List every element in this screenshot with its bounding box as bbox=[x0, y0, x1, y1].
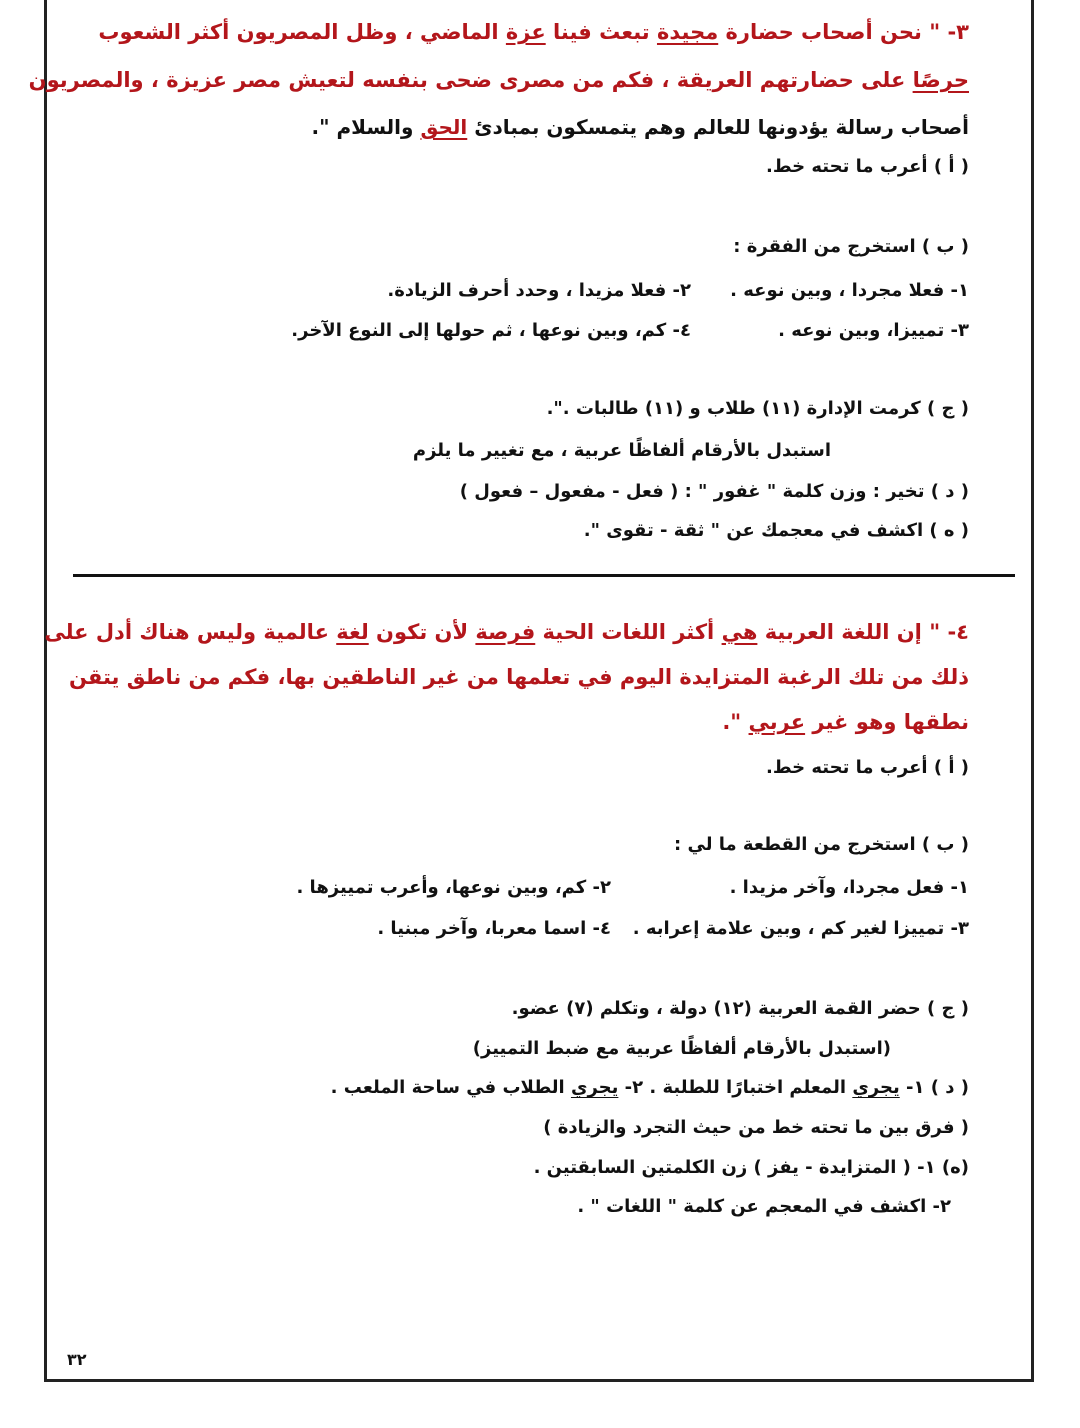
q3-underlined-word-1: مجيدة bbox=[656, 20, 719, 44]
page-number: ٣٢ bbox=[67, 1350, 87, 1369]
q4-passage-line-1: ٤- " إن اللغة العربية هي أكثر اللغات الحية فرصة لأن تكون لغة عالمية وليس هناك أدل على bbox=[44, 620, 969, 644]
q3-item-a: ( أ ) أعرب ما تحته خط. bbox=[766, 156, 969, 177]
q4-item-e2: ٢- اكشف في المعجم عن كلمة " اللغات " . bbox=[577, 1196, 951, 1217]
q3-item-e: ( ه ) اكشف في معجمك عن " ثقة - تقوى ". bbox=[583, 520, 969, 541]
q4-item-b-title: ( ب ) استخرج من القطعة ما لي : bbox=[674, 834, 969, 855]
q4-item-d2: ( فرق بين ما تحته خط من حيث التجرد والزيادة ) bbox=[543, 1117, 969, 1138]
q3-underlined-word-4: الحق bbox=[420, 115, 468, 139]
q4-passage-line-2: ذلك من تلك الرغبة المتزايدة اليوم في تعلمها من غير الناطقين بها، فكم من ناطق يتقن bbox=[68, 665, 969, 689]
q4-item-b1: ١- فعل مجردا، وآخر مزيدا . bbox=[729, 877, 969, 898]
worksheet-page bbox=[28, 0, 1034, 1382]
q4-item-b4: ٤- اسما معربا، وآخر مبنيا . bbox=[377, 918, 611, 939]
q3-item-b3: ٣- تمييزا، وبين نوعه . bbox=[778, 320, 969, 341]
q3-passage-line-1: ٣- " نحن أصحاب حضارة مجيدة تبعث فينا عزة الماضي ، وظل المصريون أكثر الشعوب bbox=[98, 20, 969, 44]
q3-item-c: ( ج ) كرمت الإدارة (١١) طلاب و (١١) طالبات .". bbox=[546, 398, 969, 419]
q3-item-b-title: ( ب ) استخرج من الفقرة : bbox=[733, 236, 969, 257]
q4-underlined-word-2: فرصة bbox=[475, 620, 536, 644]
q4-item-c: ( ج ) حضر القمة العربية (١٢) دولة ، وتكلم (٧) عضو. bbox=[511, 998, 969, 1019]
q4-underlined-word-1: هي bbox=[721, 620, 758, 644]
q3-passage-line-3: أصحاب رسالة يؤدونها للعالم وهم يتمسكون بمبادئ الحق والسلام ". bbox=[311, 115, 969, 139]
q4-item-c-note: (استبدل بالأرقام ألفاظًا عربية مع ضبط التمييز) bbox=[472, 1038, 891, 1059]
q3-item-b4: ٤- كم، وبين نوعها ، ثم حولها إلى النوع الآخر. bbox=[291, 320, 691, 341]
q4-item-b2: ٢- كم، وبين نوعها، وأعرب تمييزها . bbox=[296, 877, 611, 898]
q4-item-a: ( أ ) أعرب ما تحته خط. bbox=[766, 757, 969, 778]
q4-d-underlined-word-2: يجري bbox=[570, 1077, 619, 1098]
q3-item-b2: ٢- فعلا مزيدا ، وحدد أحرف الزيادة. bbox=[387, 280, 691, 301]
section-divider bbox=[73, 574, 1015, 577]
q3-underlined-word-2: عزة bbox=[505, 20, 546, 44]
q3-item-c-note: استبدل بالأرقام ألفاظًا عربية ، مع تغيير ما يلزم bbox=[412, 440, 831, 461]
q4-underlined-word-4: عربي bbox=[748, 710, 806, 734]
q4-passage-line-3: نطقها وهو غير عربي ". bbox=[722, 710, 969, 734]
q3-item-b1: ١- فعلا مجردا ، وبين نوعه . bbox=[730, 280, 969, 301]
q3-passage-line-2: حرصًا على حضارتهم العريقة ، فكم من مصرى ضحى بنفسه لتعيش مصر عزيزة ، والمصريون bbox=[28, 68, 969, 92]
q4-item-d1: ( د ) ١- يجري المعلم اختبارًا للطلبة . ٢- يجري الطلاب في ساحة الملعب . bbox=[330, 1077, 969, 1098]
q4-item-b3: ٣- تمييزا لغير كم ، وبين علامة إعرابه . bbox=[632, 918, 969, 939]
q3-item-d: ( د ) تخير : وزن كلمة " غفور " : ( فعل - مفعول – فعول ) bbox=[459, 481, 969, 502]
q3-underlined-word-3: حرصًا bbox=[912, 68, 969, 92]
q4-d-underlined-word-1: يجري bbox=[852, 1077, 900, 1098]
q4-underlined-word-3: لغة bbox=[336, 620, 369, 644]
q4-item-e1: (ه) ١- ( المتزايدة - يفز ) زن الكلمتين السابقتين . bbox=[533, 1157, 969, 1178]
